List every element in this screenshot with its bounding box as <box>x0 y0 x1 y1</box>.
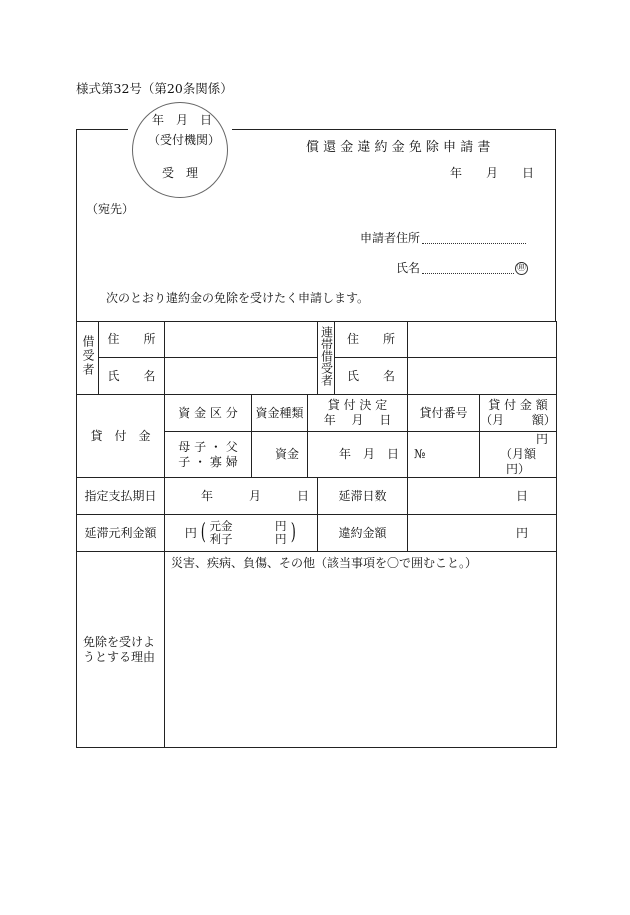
borrower-name-row <box>77 358 557 395</box>
loan-amount-value-line1: 円 <box>536 432 549 446</box>
loan-amount-header-line1: 貸 付 金 額 <box>488 398 548 412</box>
due-date-value[interactable]: 年 月 日 <box>165 478 318 515</box>
due-date-label: 指定支払期日 <box>77 478 165 515</box>
loan-category-value-line2: 子 ・ 寡 婦 <box>178 454 238 469</box>
guarantor-name-label: 氏 名 <box>335 358 408 395</box>
guarantor-header: 連帯借受者 <box>318 322 335 395</box>
loan-number-value[interactable]: № <box>408 432 480 478</box>
application-table <box>76 321 561 748</box>
loan-category-value[interactable] <box>165 432 252 478</box>
stamp-date: 年 月 日 <box>152 113 213 127</box>
arrears-amount-row <box>77 515 557 552</box>
document-title: 償 還 金 違 約 金 免 除 申 請 書 <box>306 140 491 155</box>
loan-amount-header <box>480 395 557 432</box>
arrears-amount-value[interactable] <box>165 515 318 552</box>
due-date-row <box>77 478 557 515</box>
loan-decision-date-value[interactable]: 年 月 日 <box>308 432 408 478</box>
seal-mark: ㊞ <box>516 263 526 273</box>
loan-type-value[interactable]: 資金 <box>252 432 308 478</box>
interest-line: 利子 円 <box>209 532 287 546</box>
loan-amount-value[interactable] <box>480 432 561 478</box>
principal-interest-stack <box>210 520 287 546</box>
applicant-address-field[interactable] <box>422 243 526 244</box>
penalty-amount-label: 違約金額 <box>318 515 408 552</box>
loan-amount-value-line2: （月額 円） <box>500 447 561 476</box>
stamp-org: （受付機関） <box>148 133 221 147</box>
left-brace-icon: ( <box>200 520 206 545</box>
guarantor-name-field[interactable] <box>408 358 557 395</box>
loan-type-header: 資金種類 <box>252 395 308 432</box>
borrower-address-field[interactable] <box>165 322 318 358</box>
reason-row <box>77 552 557 748</box>
reason-field[interactable] <box>165 552 557 748</box>
application-statement: 次のとおり違約金の免除を受けたく申請します。 <box>106 291 370 305</box>
borrower-header: 借受者 <box>77 322 99 395</box>
reason-label-line2: うとする理由 <box>83 649 156 664</box>
guarantor-address-label: 住 所 <box>335 322 408 358</box>
reason-instruction: 災害、疾病、負傷、その他（該当事項を〇で囲むこと。） <box>171 556 478 570</box>
applicant-name-label: 氏名 <box>396 261 421 275</box>
loan-header-row <box>77 395 557 432</box>
borrower-name-field[interactable] <box>165 358 318 395</box>
arrears-amount-breakdown <box>185 520 297 546</box>
arrears-days-label: 延滞日数 <box>318 478 408 515</box>
loan-decision-date-header-line2: 年 月 日 <box>323 413 392 427</box>
stamp-receipt: 受 理 <box>162 166 199 180</box>
arrears-amount-label: 延滞元利金額 <box>77 515 165 552</box>
borrower-address-label: 住 所 <box>99 322 165 358</box>
guarantor-address-field[interactable] <box>408 322 557 358</box>
loan-amount-header-line2: （月 額） <box>480 413 556 427</box>
application-date[interactable]: 年 月 日 <box>450 166 535 180</box>
loan-decision-date-header-line1: 貸 付 決 定 <box>327 398 388 412</box>
penalty-amount-value[interactable]: 円 <box>408 515 557 552</box>
borrower-name-label: 氏 名 <box>99 358 165 395</box>
loan-decision-date-header <box>308 395 408 432</box>
arrears-days-value[interactable]: 日 <box>408 478 557 515</box>
arrears-total-yen: 円 <box>184 525 197 540</box>
addressee-label: （宛先） <box>86 202 135 216</box>
loan-label: 貸 付 金 <box>77 395 165 478</box>
loan-category-value-line1: 母 子 ・ 父 <box>178 439 238 454</box>
principal-line: 元金 円 <box>209 518 287 533</box>
loan-number-header: 貸付番号 <box>408 395 480 432</box>
reason-label-line1: 免除を受けよ <box>83 634 156 649</box>
applicant-address-label: 申請者住所 <box>360 231 421 245</box>
reason-label <box>77 552 165 748</box>
loan-category-header: 資 金 区 分 <box>165 395 252 432</box>
form-number-label: 様式第32号（第20条関係） <box>76 81 233 96</box>
borrower-address-row <box>77 322 557 358</box>
applicant-name-field[interactable] <box>422 273 514 274</box>
right-brace-icon: ) <box>290 520 296 545</box>
